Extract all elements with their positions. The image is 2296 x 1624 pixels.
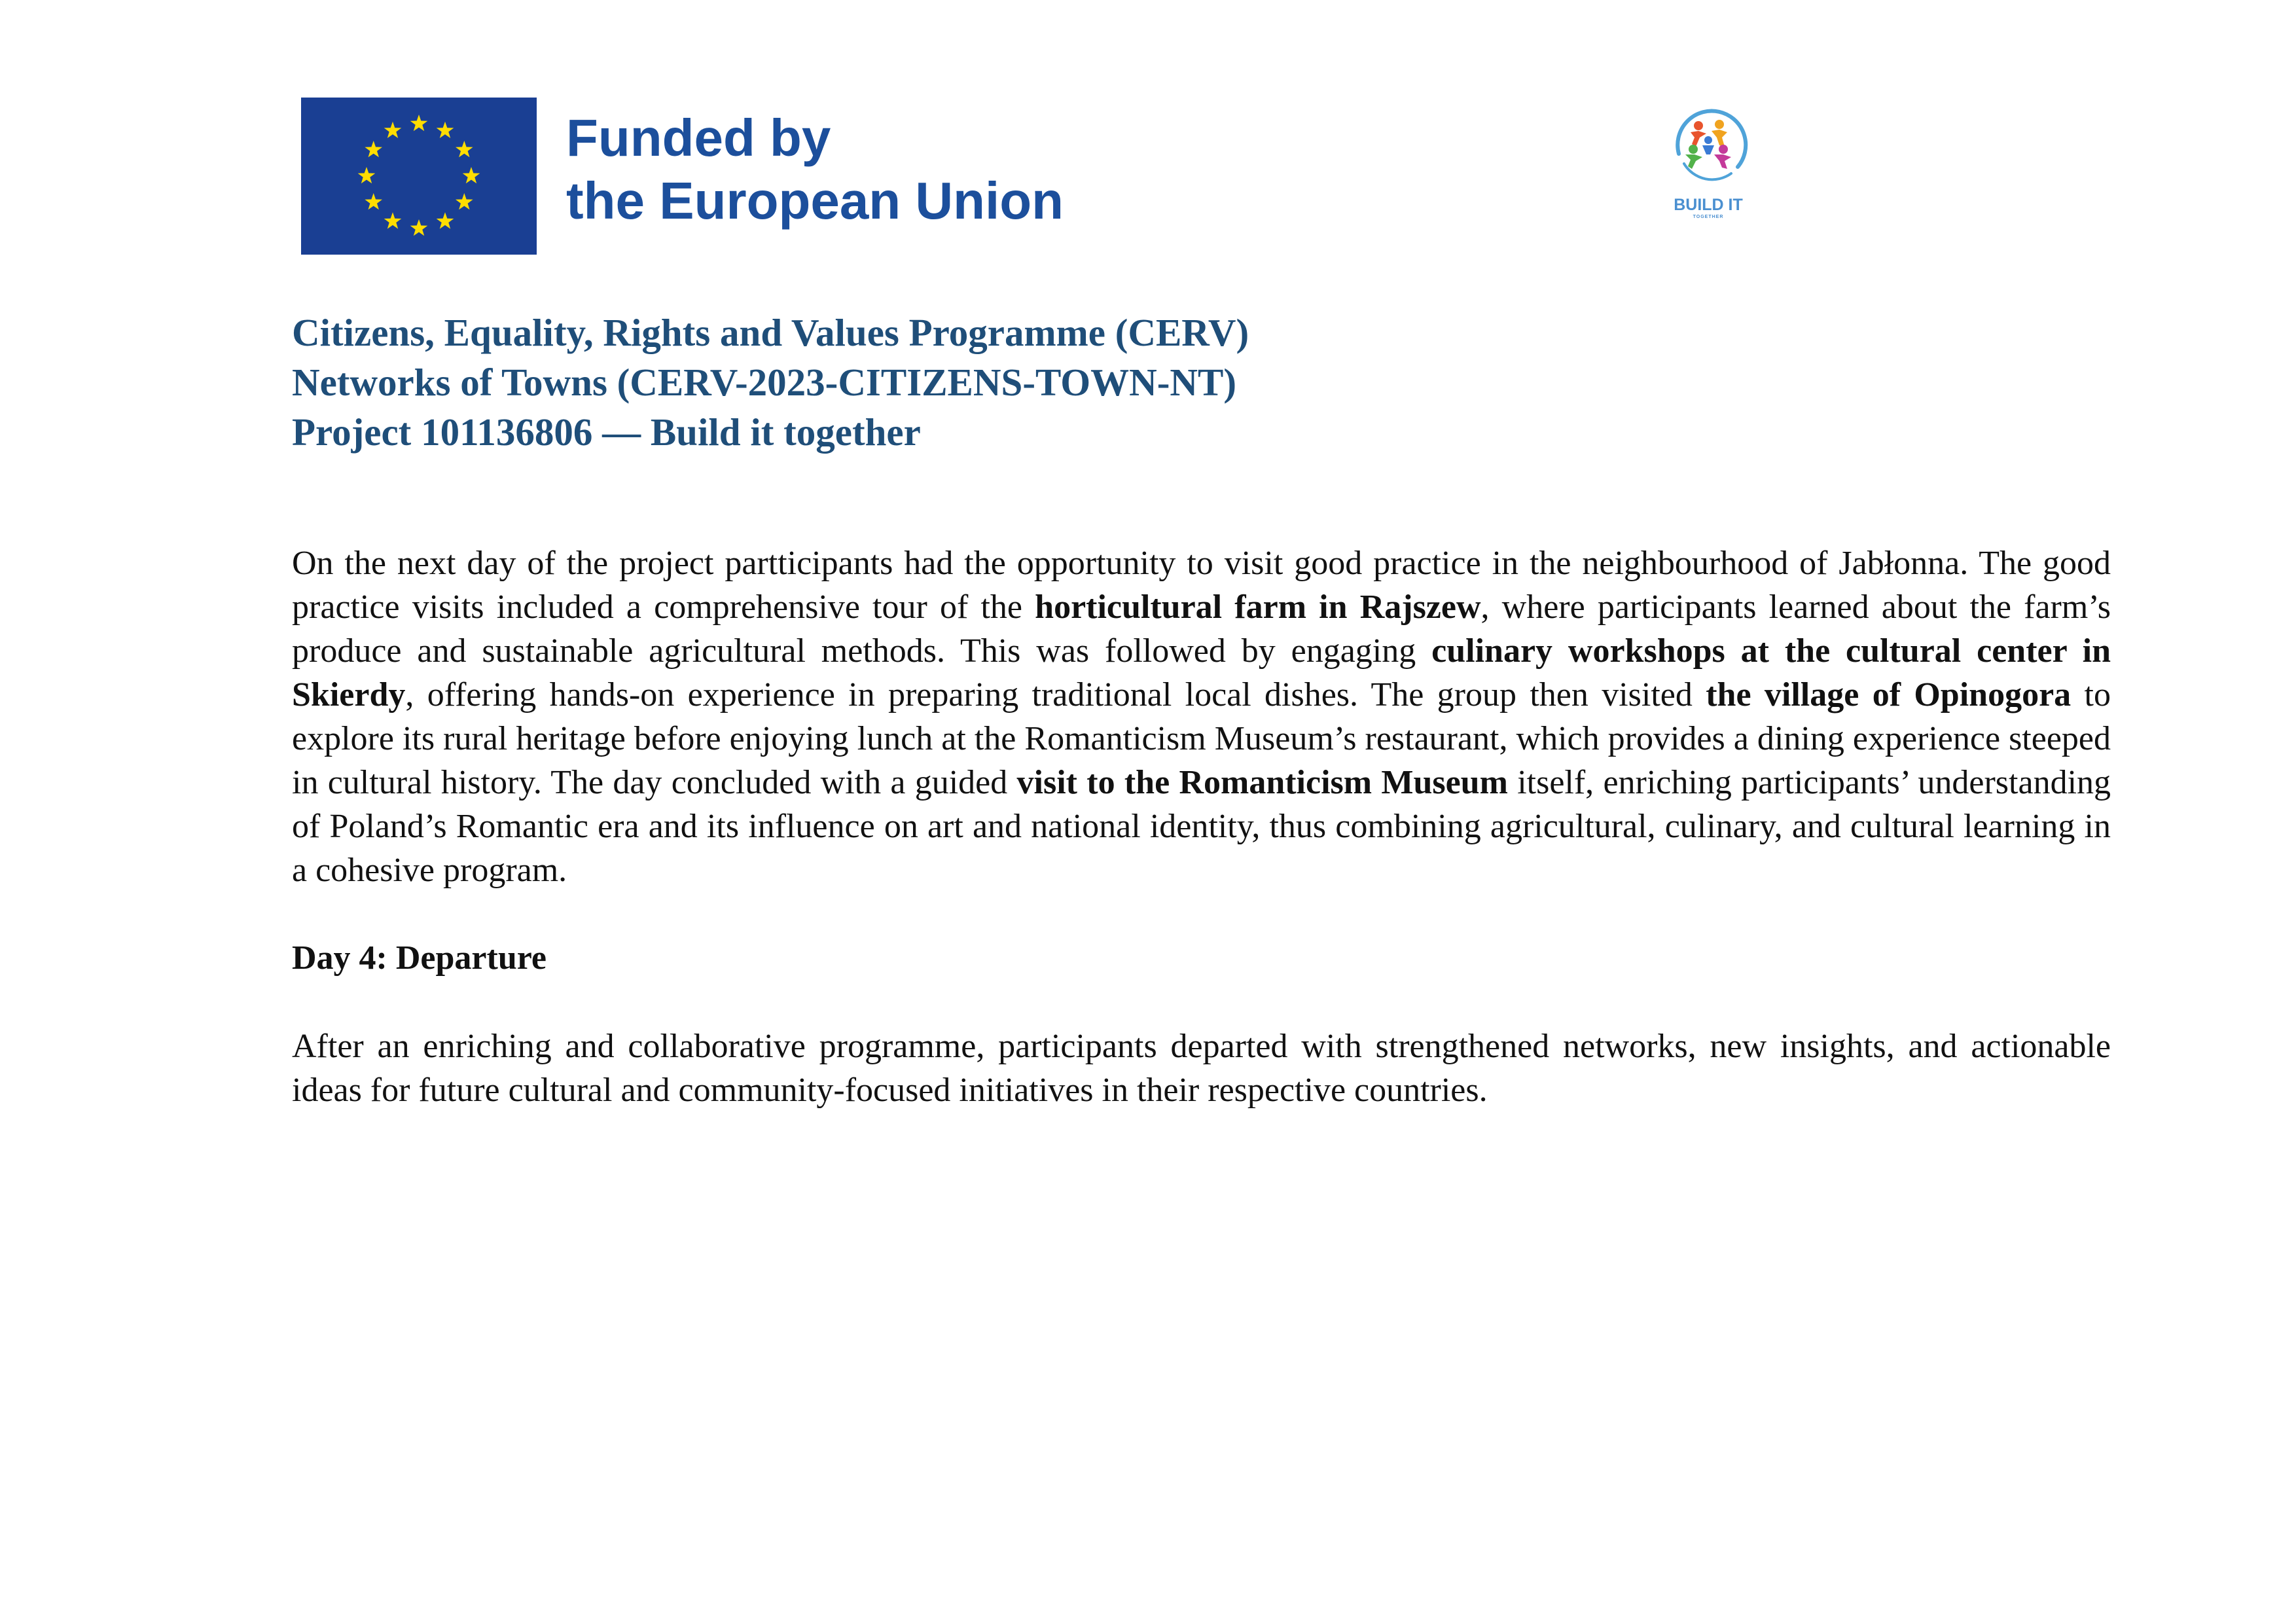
paragraph-text: , offering hands-on experience in preparing traditional local dishes. The group then visited bbox=[405, 676, 1706, 713]
paragraph-bold-text: culinary workshops at the cultural center in Skierdy bbox=[292, 632, 2111, 713]
eu-star-icon bbox=[437, 122, 454, 138]
eu-star-icon bbox=[365, 141, 382, 157]
paragraph-bold-text: visit to the Romanticism Museum bbox=[1016, 764, 1508, 801]
paragraph-text: , where participants learned about the farm’s produce and sustainable agricultural methods. This was followed by engaging bbox=[292, 588, 2111, 670]
eu-star-icon bbox=[463, 167, 480, 183]
eu-funding-line2: the European Union bbox=[566, 171, 1064, 230]
eu-star-icon bbox=[358, 167, 376, 183]
project-logo-name: BUILD IT bbox=[1674, 196, 1743, 214]
day4-heading: Day 4: Departure bbox=[292, 939, 547, 977]
paragraph-text: On the next day of the project partticipants had the opportunity to visit good practice in the neighbourhood of Jabłonna. The good practice visits included a comprehensive tour of the bbox=[292, 545, 2111, 626]
people-circle-logo-icon bbox=[1666, 92, 1751, 196]
paragraph-text: itself, enriching participants’ understanding of Poland’s Romantic era and its influence on art and national identity, thus combining agricultural, culinary, and cultural learning in a cohesive program. bbox=[292, 764, 2111, 889]
programme-heading bbox=[292, 308, 2059, 457]
eu-star-icon bbox=[365, 193, 382, 209]
network-title: Networks of Towns (CERV-2023-CITIZENS-TOWN-NT) bbox=[292, 361, 1237, 404]
programme-title: Citizens, Equality, Rights and Values Programme (CERV) bbox=[292, 311, 1249, 354]
paragraph-text: to explore its rural heritage before enjoying lunch at the Romanticism Museum’s restaurant, which provides a dining experience steeped in cultural history. The day concluded with a guided bbox=[292, 676, 2111, 801]
paragraph-bold-text: horticultural farm in Rajszew bbox=[1035, 588, 1481, 626]
eu-star-icon bbox=[384, 212, 402, 228]
eu-star-icon bbox=[437, 212, 454, 228]
eu-star-icon bbox=[384, 122, 402, 138]
paragraph-bold-text: the village of Opinogora bbox=[1706, 676, 2072, 713]
departure-paragraph: After an enriching and collaborative programme, participants departed with strengthened networks, new insights, and actionable ideas for future cultural and community-focused initiatives in their respective countries. bbox=[292, 1028, 2111, 1109]
project-title: Project 101136806 — Build it together bbox=[292, 410, 921, 454]
project-logo-tagline: TOGETHER bbox=[1693, 215, 1724, 219]
eu-star-icon bbox=[410, 219, 428, 236]
build-it-together-logo bbox=[1666, 92, 1777, 232]
eu-star-icon bbox=[456, 193, 473, 209]
eu-funding-text bbox=[566, 107, 1064, 232]
eu-star-icon bbox=[456, 141, 473, 157]
good-practice-paragraph bbox=[292, 541, 2111, 892]
eu-flag-icon bbox=[301, 98, 537, 255]
eu-star-icon bbox=[410, 115, 428, 131]
eu-funding-logo bbox=[301, 87, 1132, 261]
eu-funding-line1: Funded by bbox=[566, 109, 831, 167]
